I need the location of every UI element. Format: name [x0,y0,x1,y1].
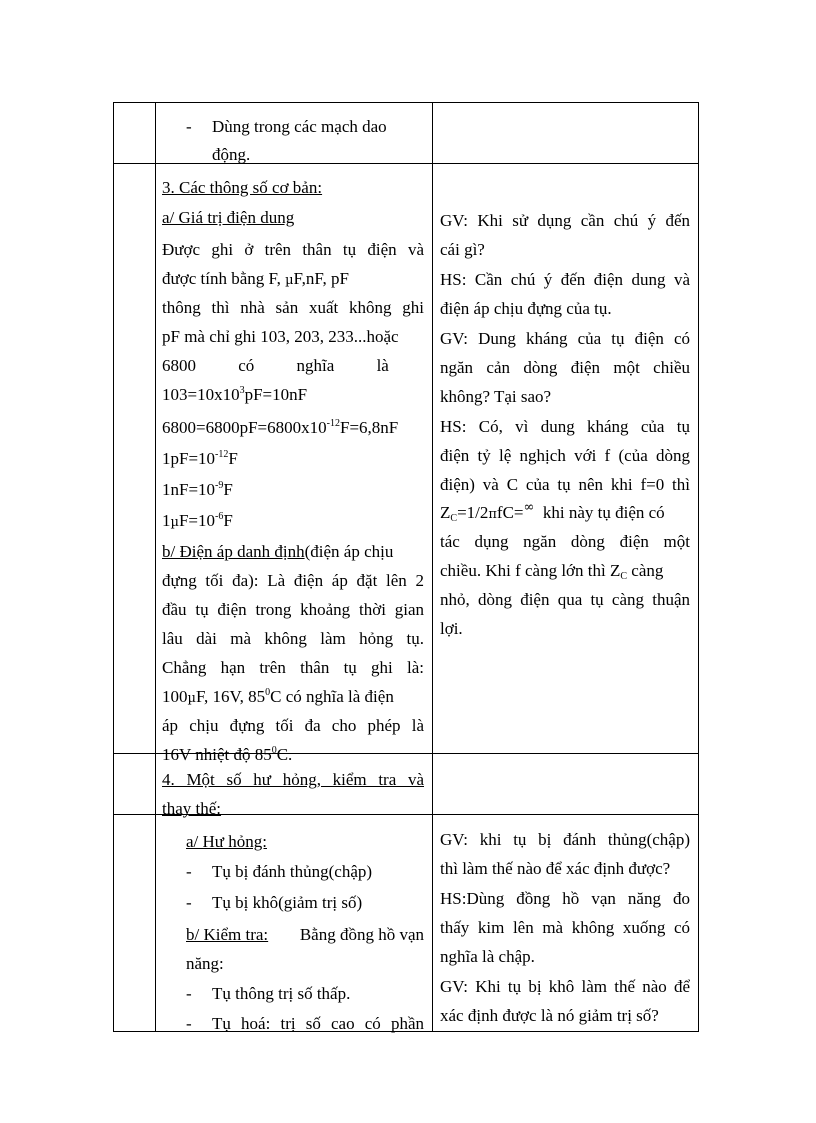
text-line [162,687,394,709]
section-heading: 4. Một số hư hỏng, kiểm tra và [162,770,424,789]
dialog-line: điện áp chịu đựng của tụ. [440,299,612,318]
formula-sup: -6 [215,511,224,522]
text-line: Chẳng hạn trên thân tụ ghi là: [162,658,424,677]
formula-part: F [223,480,233,499]
dialog-line: tác dụng ngăn dòng điện một [440,532,690,551]
section-heading: thay thế: [162,799,222,818]
formula-line [162,480,233,500]
text-line: Tụ bị đánh thủng(chập) [212,862,373,881]
formula-sup: -12 [215,449,229,460]
text-line: Tụ thông trị số thấp. [212,984,351,1003]
dialog-line: GV: Khi tụ bị khô làm thế nào để [440,977,690,996]
text-part: C. [276,745,293,764]
subheading-capacitance: a/ Giá trị điện dung [162,208,295,227]
text-line: được tính bằng F, [162,269,281,288]
degree-sup: 0 [271,745,277,756]
text-line: Được ghi ở trên thân tụ điện và [162,240,424,259]
formula-part: 1nF=10 [162,480,216,499]
formula-sup: 3 [239,385,245,396]
infinity-symbol: ∞ [523,500,535,515]
formula-part: 103=10x10 [162,385,240,404]
text-part: 16V nhiệt độ 85 [162,745,272,764]
bullet-dash: - [186,862,192,881]
formula-part: F [228,449,238,468]
bullet-dash: - [186,1014,192,1033]
dialog-line: không? Tại sao? [440,387,552,406]
dialog-line: lợi. [440,619,463,638]
table-line-left [113,102,114,1032]
mu-symbol: µ [170,515,179,530]
dialog-line: nhỏ, dòng điện qua tụ càng thuận [440,590,690,609]
text-part: 100 [162,687,188,706]
text-part: fC= [496,503,524,522]
table-line-top [113,102,699,103]
text-line: lâu dài mà không làm hỏng tụ. [162,629,424,648]
dialog-line: thấy kim lên mà không xuống có [440,918,690,937]
bullet-dash: - [186,893,192,912]
formula-part: F=6,8nF [339,418,399,437]
table-line-right [698,102,699,1032]
dialog-line: nghĩa là chập. [440,947,535,966]
text-line [186,925,424,945]
subheading-rated-voltage: b/ Điện áp danh định [162,542,305,561]
subscript: C [620,571,628,582]
text-line [162,745,292,765]
subscript: C [450,513,458,524]
table-line-col2 [432,102,433,1032]
text-line [162,269,349,291]
degree-sup: 0 [265,687,271,698]
pi-symbol: π [488,507,497,522]
text-part: khi này tụ điện có [542,503,665,522]
text-line: Tụ bị khô(giảm trị số) [212,893,363,912]
text-line: 6800 có nghĩa là [162,356,389,375]
text-line: thông thì nhà sản xuất không ghi [162,298,424,317]
text-line: (điện áp chịu [304,542,394,561]
formula-part: F [223,511,233,530]
formula-part: 1 [162,511,171,530]
formula-line [162,418,398,438]
table-line-row1 [113,163,699,164]
text-part: Z [440,503,451,522]
bullet-dash: - [186,984,192,1003]
dialog-line [440,561,663,581]
text-line: F,nF, pF [293,269,349,288]
dialog-line: HS:Dùng đồng hồ vạn năng đo [440,889,690,908]
text-line: động. [212,145,251,164]
formula-part: F=10 [178,511,215,530]
dialog-line: thì làm thế nào để xác định được? [440,859,671,878]
formula-sup: -12 [326,418,340,429]
formula-part: pF=10nF [244,385,308,404]
dialog-line: HS: Cần chú ý đến điện dung và [440,270,690,289]
text-line: pF mà chỉ ghi 103, 203, 233...hoặc [162,327,399,346]
dialog-line: GV: khi tụ bị đánh thủng(chập) [440,830,690,849]
text-line [162,542,393,562]
mu-symbol: µ [187,691,196,706]
text-part: Bằng đồng hồ vạn [299,925,424,944]
dialog-line: cái gì? [440,240,485,259]
dialog-line: điện tỷ lệ nghịch với f (của dòng [440,446,690,465]
formula-sup: -9 [215,480,224,491]
dialog-line: GV: Khi sử dụng cần chú ý đến [440,211,690,230]
text-part: càng [631,561,664,580]
text-line: đầu tụ điện trong khoảng thời gian [162,600,424,619]
subheading-check: b/ Kiểm tra: [186,925,269,944]
mu-symbol: µ [285,273,294,288]
formula-line [162,385,307,405]
section-heading: 3. Các thông số cơ bản: [162,178,323,197]
subheading-damage [186,832,267,852]
text-part: chiều. Khi f càng lớn thì Z [440,561,621,580]
formula-line [162,511,233,533]
text-part: a/ Hư hỏng: [186,832,267,851]
bullet-dash: - [186,117,192,136]
text-line: Tụ hoá: trị số cao có phần [212,1014,424,1033]
text-part: F, 16V, 85 [195,687,266,706]
formula-part: 1pF=10 [162,449,216,468]
dialog-line: điện) và C của tụ nên khi f=0 thì [440,475,690,494]
table-line-col1 [155,102,156,1032]
text-line: áp chịu đựng tối đa cho phép là [162,716,424,735]
dialog-line: xác định được là nó giảm trị số? [440,1006,659,1025]
formula-part: 6800=6800pF=6800x10 [162,418,327,437]
dialog-line [440,500,665,525]
dialog-line: HS: Có, vì dung kháng của tụ [440,417,690,436]
text-line: Dùng trong các mạch dao [212,117,387,136]
text-part: C có nghĩa là điện [270,687,394,706]
text-line: năng: [186,954,224,973]
dialog-line: ngăn cản dòng điện một chiều [440,358,690,377]
text-part: =1/2 [457,503,489,522]
text-line: đựng tối đa): Là điện áp đặt lên 2 [162,571,424,590]
dialog-line: GV: Dung kháng của tụ điện có [440,329,690,348]
formula-line [162,449,238,469]
